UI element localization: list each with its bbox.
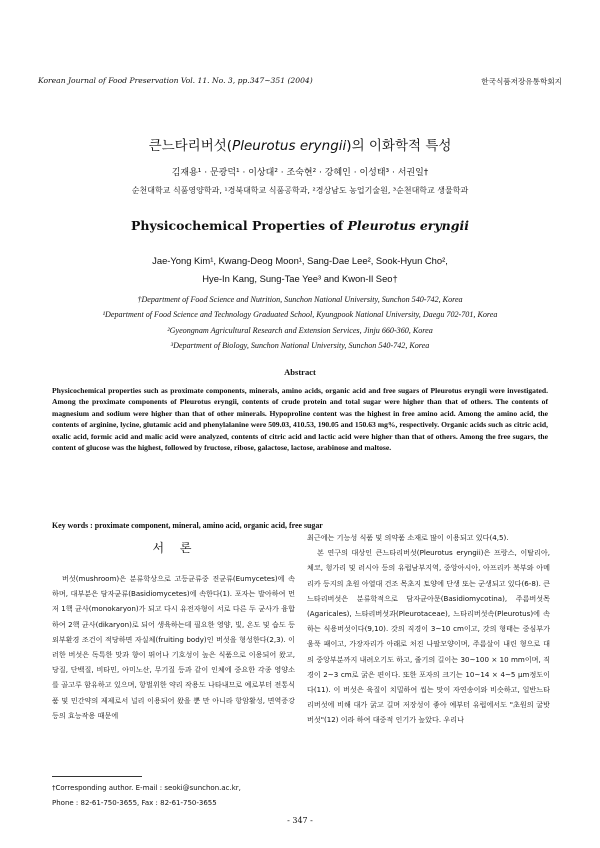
footnote-divider: [52, 776, 142, 777]
abstract-heading: Abstract: [284, 367, 316, 377]
footnote-phone: Phone : 82-61-750-3655, Fax : 82-61-750-3655: [52, 799, 217, 807]
society-name: 한국식품저장유통학회지: [481, 77, 562, 86]
korean-authors: 김재용¹ · 문광덕¹ · 이상대² · 조숙현² · 강혜인 · 이성태³ · 서권일†: [171, 168, 429, 178]
english-authors-line2: Hye-In Kang, Sung-Tae Yee³ and Kwon-Il Seo†: [202, 273, 398, 284]
korean-title-species: Pleurotus eryngii: [232, 138, 347, 154]
english-title: [0, 218, 600, 233]
affiliation-1: †Department of Food Science and Nutrition, Sunchon National University, Sunchon 540-742, Korea: [137, 295, 463, 304]
paragraph: 본 연구의 대상인 큰느타리버섯(Pleurotus eryngii)은 프랑스, 이탈리아, 체코, 헝가리 및 러시아 등의 유럽남부지역, 중앙아시아, 아프리카 북부와 아메리카 등지의 초원 아열대 건조 목초지 토양에 단생 또는 군생되고 있다(6-8). 큰느타리버섯은 분류학적으로 담자균아문(Basidiomycotina), 주름버섯목(Agaricales), 느타리버섯과(Pleurotaceae), 느타리버섯속(Pleurotus)에 속하는 식용버섯이다(9,10). 갓의 직경이 3~10 cm이고, 갓의 형태는 중심부가 움푹 패이고, 가장자리가 아래로 처진 나팔모양이며, 주름살이 내린 형으로 대의 중앙부분까지 내려오기도 하고, 줄기의 길이는 30~100 × 10 mm이며, 직경이 2~3 cm로 굵은 편이다. 또한 포자의 크기는 10~14 × 4~5 μm정도이다(11). 이 버섯은 육질이 치밀하여 씹는 맛이 자연송이와 비슷하고, 일반느타리버섯에 비해 대가 굵고 길며 저장성이 좋아 예부터 유럽에서도 "초원의 굴밧버섯"(12) 이라 하여 대중적 인기가 높았다. 우리나: [307, 548, 550, 725]
korean-title-pre: 큰느타리버섯(: [148, 138, 233, 154]
english-authors: [0, 252, 600, 288]
affiliation-4: ³Department of Biology, Sunchon National University, Sunchon 540-742, Korea: [170, 340, 430, 350]
section-title-introduction: 서 론: [152, 541, 198, 555]
footnote-email: †Corresponding author. E-mail : seoki@sunchon.ac.kr,: [52, 784, 241, 792]
page-number: - 347 -: [287, 816, 313, 825]
english-affiliations: [0, 292, 600, 353]
paragraph: 버섯(mushroom)은 분류학상으로 고등균류중 진균류(Eumycetes)에 속하며, 대부분은 담자균류(Basidiomycetes)에 속한다(1). 포자는 발아하여 먼저 1핵 균사(monokaryon)가 되고 다시 유전자형이 서로 다른 두 균사가 융합하여 2핵 균사(dikaryon)로 되어 생육하는데 필요한 영양, 빛, 온도 및 습도 등 외부환경 조건이 적당하면 자실체(fruiting body)인 버섯을 형성한다(2,3). 이러한 버섯은 독특한 맛과 향이 뛰어나 기호성이 높은 식품으로 이용되어 왔고, 당질, 단백질, 비타민, 아미노산, 무기질 등과 같이 인체에 중요한 각종 영양소를 골고루 함유하고 있으며, 항벌위한 약리 작용도 나타내므로 예로부터 전통식품 및 민간약의 제제로서 널리 이용되어 왔을 뿐 만 아니라 항암활성, 면역증강 등의 효능작용 때문에: [52, 574, 295, 720]
abstract-text: Physicochemical properties such as proximate components, minerals, amino acids, organic acid and free sugars of Pleurotus eryngii were investigated. Among the proximate components of Pleurotus eryngii, contents of crude protein and total sugar were higher than that of others. The contents of magnesium and sodium were higher than that of other minerals. Hypoproline content was the highest in free amino acid. Among the amino acid, the contents of arginine, lycine, glutamic acid and phenylalanine were 509.03, 410.53, 190.05 and 150.63 mg%, respectively. Organic acids such as citric acid, oxalic acid, formic acid and malic acid were analyzed, contents of citric acid and lactic acid were higher than that of others. Among the free sugars, the content of glucose was the highest, followed by fructose, ribose, galactose, lactose, arabinose and maltose.: [52, 386, 548, 453]
korean-title: [0, 134, 600, 154]
body-column-left: [52, 571, 295, 723]
body-column-right: [307, 530, 550, 728]
korean-title-post: )의 이화학적 특성: [346, 138, 452, 154]
english-title-species: Pleurotus eryngii: [347, 218, 469, 233]
keywords: Key words : proximate component, mineral, amino acid, organic acid, free sugar: [52, 521, 323, 530]
affiliation-2: ¹Department of Food Science and Technology Graduated School, Kyungpook National University, Daegu 702-701, Korea: [102, 310, 498, 320]
english-authors-line1: Jae-Yong Kim¹, Kwang-Deog Moon¹, Sang-Dae Lee², Sook-Hyun Cho²,: [152, 255, 448, 266]
footnote: [52, 781, 295, 811]
journal-citation: Korean Journal of Food Preservation Vol. 11. No. 3, pp.347~351 (2004): [38, 76, 313, 85]
paragraph: 최근에는 기능성 식품 및 의약품 소재로 많이 이용되고 있다(4,5).: [307, 533, 509, 542]
korean-affiliations: 순천대학교 식품영양학과, ¹경북대학교 식품공학과, ²경상남도 농업기술원, ³순천대학교 생물학과: [131, 186, 469, 195]
english-title-pre: Physicochemical Properties of: [131, 218, 348, 233]
affiliation-3: ²Gyeongnam Agricultural Research and Extension Services, Jinju 660-360, Korea: [167, 325, 433, 335]
